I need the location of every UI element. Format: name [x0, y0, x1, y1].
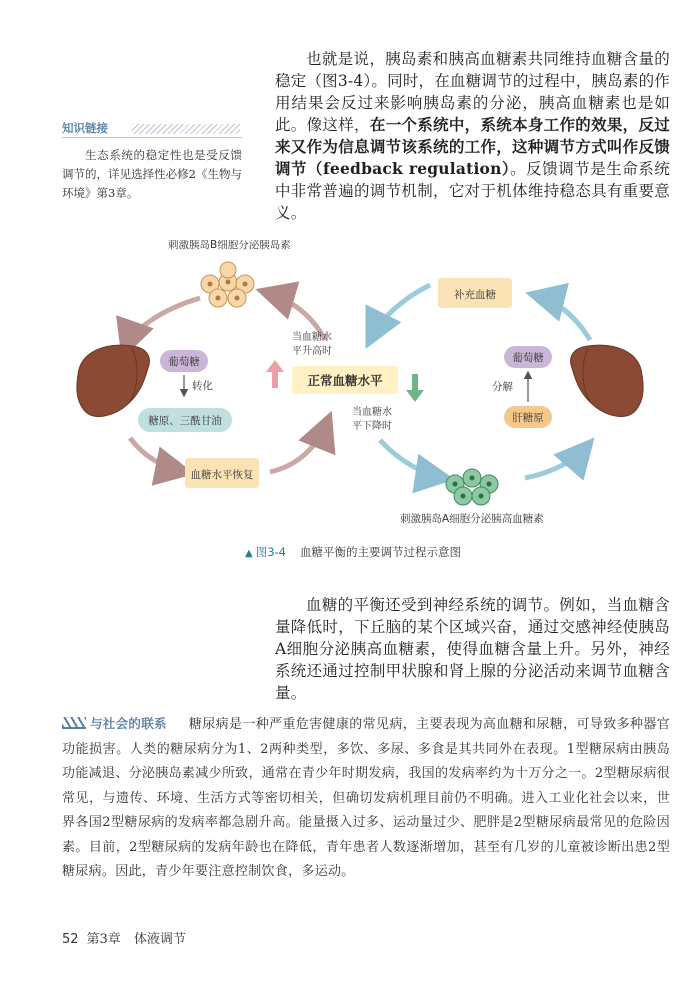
- top-label: 刺激胰岛B细胞分泌胰岛素: [168, 240, 291, 251]
- feedback-paragraph: [275, 48, 670, 224]
- sidebar-body: 生态系统的稳定性也是受反馈调节的，详见选择性必修2《生物与环境》第3章。: [62, 148, 242, 200]
- bottom-label: 刺激胰岛A细胞分泌胰高血糖素: [400, 513, 544, 525]
- rise-label-line1: 当血糖水: [292, 332, 332, 343]
- glucose-right-label: 葡萄糖: [512, 352, 544, 364]
- knowledge-link-sidebar: [62, 120, 242, 203]
- rise-arrow: [266, 360, 284, 388]
- sidebar-title: 知识链接: [62, 120, 114, 136]
- chapter-title: 第3章 体液调节: [86, 932, 186, 947]
- glucose-left-label: 葡萄糖: [168, 356, 200, 368]
- sidebar-hatch-decoration: [132, 124, 240, 134]
- caption-number: 图3-4: [255, 545, 286, 559]
- recover-label: 血糖水平恢复: [190, 469, 254, 481]
- figure-caption: [245, 544, 461, 560]
- society-body: 糖尿病是一种严重危害健康的常见病，主要表现为高血糖和尿糖，可导致多种器官功能损害。人类的糖尿病分为1、2两种类型，多饮、多尿、多食是其共同外在表现。1型糖尿病由胰岛功能减退、分泌胰岛素减少所致，通常在青少年时期发病，我国的发病率约为十万分之一。2型糖尿病很常见，与遗传、环境、生活方式等密切相关，但确切发病机理目前仍不明确。进入工业化社会以来，世界各国2型糖尿病的发病率都急剧升高。能量摄入过多、运动量过少、肥胖是2型糖尿病最常见的危险因素。目前，2型糖尿病的发病年龄也在降低，青年患者人数逐渐增加，甚至有几岁的儿童被诊断出患2型糖尿病。因此，青少年要注意控制饮食，多运动。: [62, 717, 670, 879]
- convert-label: 转化: [192, 380, 213, 392]
- right-liver-icon: [571, 345, 644, 416]
- society-title: 与社会的联系: [90, 716, 167, 731]
- nervous-regulation-paragraph: [275, 594, 670, 704]
- fall-label-line2: 平下降时: [352, 421, 392, 432]
- paragraph2-text: 血糖的平衡还受到神经系统的调节。例如，当血糖含量降低时，下丘脑的某个区域兴奋，通过交感神经使胰岛A细胞分泌胰高血糖素，使得血糖含量上升。另外，神经系统还通过控制甲状腺和肾上腺的分泌活动来调节血糖含量。: [275, 596, 670, 702]
- glycogen-fat-label: 糖原、三酰甘油: [148, 415, 222, 427]
- hatch-lines-icon: [62, 717, 86, 729]
- paragraph1-part2: 。反馈调节是生命系统中非常普遍的调节机制，它对于机体维持稳态具有重要意义。: [275, 160, 670, 222]
- liver-glycogen-label: 肝糖原: [512, 412, 544, 424]
- society-heading: [62, 712, 167, 737]
- feedback-definition: 在一个系统中，系统本身工作的效果，反过来又作为信息调节该系统的工作，这种调节方式叫作反馈调节（feedback regulation）: [275, 115, 670, 178]
- rise-label-line2: 平升高时: [292, 346, 332, 357]
- decompose-label: 分解: [492, 381, 513, 393]
- center-label: 正常血糖水平: [307, 373, 383, 388]
- caption-text: 血糖平衡的主要调节过程示意图: [300, 545, 461, 559]
- society-connection-box: [62, 712, 670, 885]
- caption-triangle-icon: ▲: [245, 548, 253, 559]
- alpha-cells-icon: [446, 469, 498, 505]
- supplement-label: 补充血糖: [454, 289, 496, 301]
- blood-glucose-diagram: [60, 240, 660, 530]
- left-liver-icon: [77, 345, 150, 416]
- right-cycle-arrows: [370, 285, 590, 478]
- beta-cells-icon: [201, 262, 254, 307]
- sidebar-header: [62, 120, 242, 138]
- fall-arrow: [406, 374, 424, 402]
- fall-label-line1: 当血糖水: [352, 407, 392, 418]
- page-footer: [62, 928, 186, 947]
- paragraph1-part1: 也就是说，胰岛素和胰高血糖素共同维持血糖含量的稳定（图3-4）。同时，在血糖调节的过程中，胰岛素的作用结果会反过来影响胰岛素的分泌，胰高血糖素也是如此。像这样，: [275, 50, 670, 134]
- page-number: 52: [62, 932, 79, 947]
